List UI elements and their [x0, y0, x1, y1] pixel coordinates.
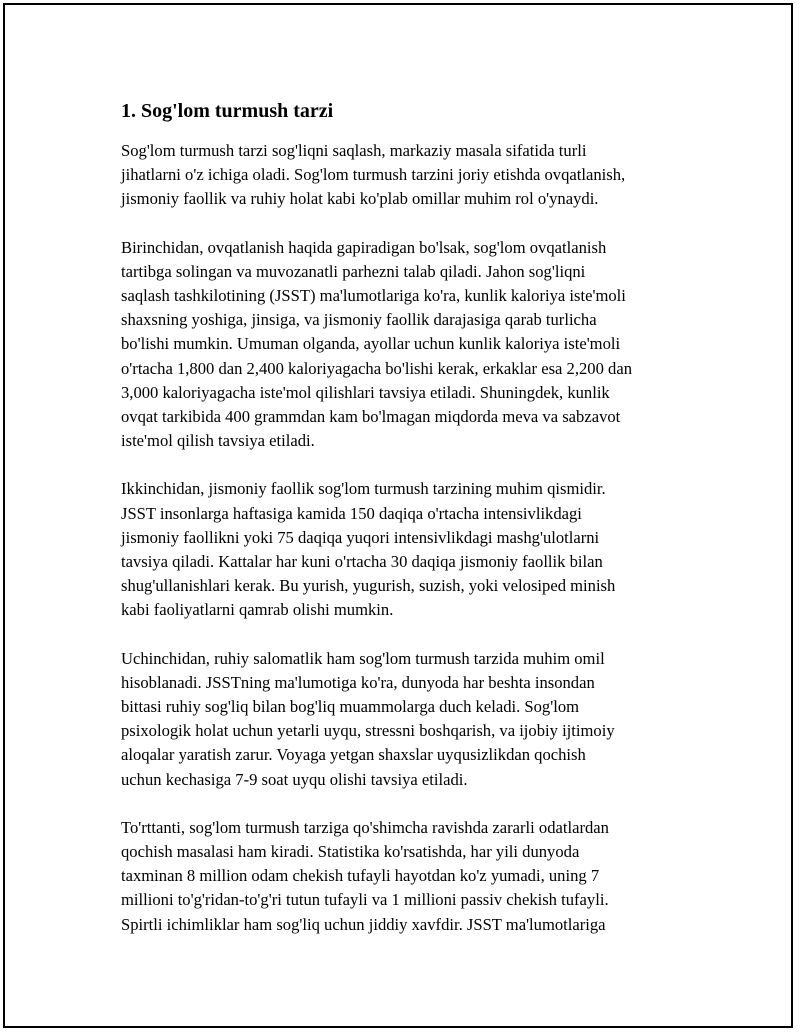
text-line: Ikkinchidan, jismoniy faollik sog'lom turmush tarzining muhim qismidir. [121, 479, 606, 499]
text-line: Uchinchidan, ruhiy salomatlik ham sog'lom turmush tarzida muhim omil [121, 648, 605, 668]
text-line: shug'ullanishlari kerak. Bu yurish, yugurish, suzish, yoki velosiped minish [121, 576, 616, 596]
text-line: shaxsning yoshiga, jinsiga, va jismoniy faollik darajasiga qarab turlicha [121, 310, 597, 330]
document-page [3, 3, 793, 1028]
text-line: psixologik holat uchun yetarli uyqu, stressni boshqarish, va ijobiy ijtimoiy [121, 721, 615, 741]
text-line: jismoniy faollik va ruhiy holat kabi ko'plab omillar muhim rol o'ynaydi. [121, 189, 599, 209]
document-content [121, 97, 701, 961]
text-line: o'rtacha 1,800 dan 2,400 kaloriyagacha bo'lishi kerak, erkaklar esa 2,200 dan [121, 358, 632, 378]
text-line: bo'lishi mumkin. Umuman olganda, ayollar uchun kunlik kaloriya iste'moli [121, 334, 621, 354]
text-line: kabi faoliyatlarni qamrab olishi mumkin. [121, 600, 394, 620]
text-line: tavsiya qiladi. Kattalar har kuni o'rtacha 30 daqiqa jismoniy faollik bilan [121, 552, 603, 572]
text-line: bittasi ruhiy sog'liq bilan bog'liq muammolarga duch keladi. Sog'lom [121, 697, 580, 717]
text-line: millioni to'g'ridan-to'g'ri tutun tufayli va 1 millioni passiv chekish tufayli. [121, 890, 609, 910]
section-heading: 1. Sog'lom turmush tarzi [121, 100, 334, 122]
paragraph-physical-activity [121, 477, 701, 622]
paragraph-nutrition [121, 236, 701, 454]
text-line: ovqat tarkibida 400 grammdan kam bo'lmagan miqdorda meva va sabzavot [121, 407, 621, 427]
text-line: Spirtli ichimliklar ham sog'liq uchun jiddiy xavfdir. JSST ma'lumotlariga [121, 914, 606, 934]
text-line: iste'mol qilish tavsiya etiladi. [121, 431, 315, 451]
text-line: jismoniy faollikni yoki 75 daqiqa yuqori intensivlikdagi mashg'ulotlarni [121, 527, 600, 547]
text-line: hisoblanadi. JSSTning ma'lumotiga ko'ra, dunyoda har beshta insondan [121, 672, 595, 692]
text-line: qochish masalasi ham kiradi. Statistika ko'rsatishda, har yili dunyoda [121, 842, 580, 862]
paragraph-intro [121, 139, 701, 212]
text-line: saqlash tashkilotining (JSST) ma'lumotlariga ko'ra, kunlik kaloriya iste'moli [121, 286, 626, 306]
text-line: To'rttanti, sog'lom turmush tarziga qo'shimcha ravishda zararli odatlardan [121, 817, 609, 837]
text-line: uchun kechasiga 7-9 soat uyqu olishi tavsiya etiladi. [121, 769, 468, 789]
text-line: JSST insonlarga haftasiga kamida 150 daqiqa o'rtacha intensivlikdagi [121, 503, 582, 523]
paragraph-harmful-habits [121, 816, 701, 937]
text-line: aloqalar yaratish zarur. Voyaga yetgan shaxslar uyqusizlikdan qochish [121, 745, 586, 765]
text-line: 3,000 kaloriyagacha iste'mol qilishlari tavsiya etiladi. Shuningdek, kunlik [121, 382, 610, 402]
text-line: jihatlarni o'z ichiga oladi. Sog'lom turmush tarzini joriy etishda ovqatlanish, [121, 165, 626, 185]
text-line: Birinchidan, ovqatlanish haqida gapiradigan bo'lsak, sog'lom ovqatlanish [121, 237, 607, 257]
text-line: tartibga solingan va muvozanatli parhezni talab qiladi. Jahon sog'liqni [121, 261, 586, 281]
text-line: taxminan 8 million odam chekish tufayli hayotdan ko'z yumadi, uning 7 [121, 866, 600, 886]
text-line: Sog'lom turmush tarzi sog'liqni saqlash, markaziy masala sifatida turli [121, 141, 587, 160]
paragraph-mental-health [121, 647, 701, 792]
